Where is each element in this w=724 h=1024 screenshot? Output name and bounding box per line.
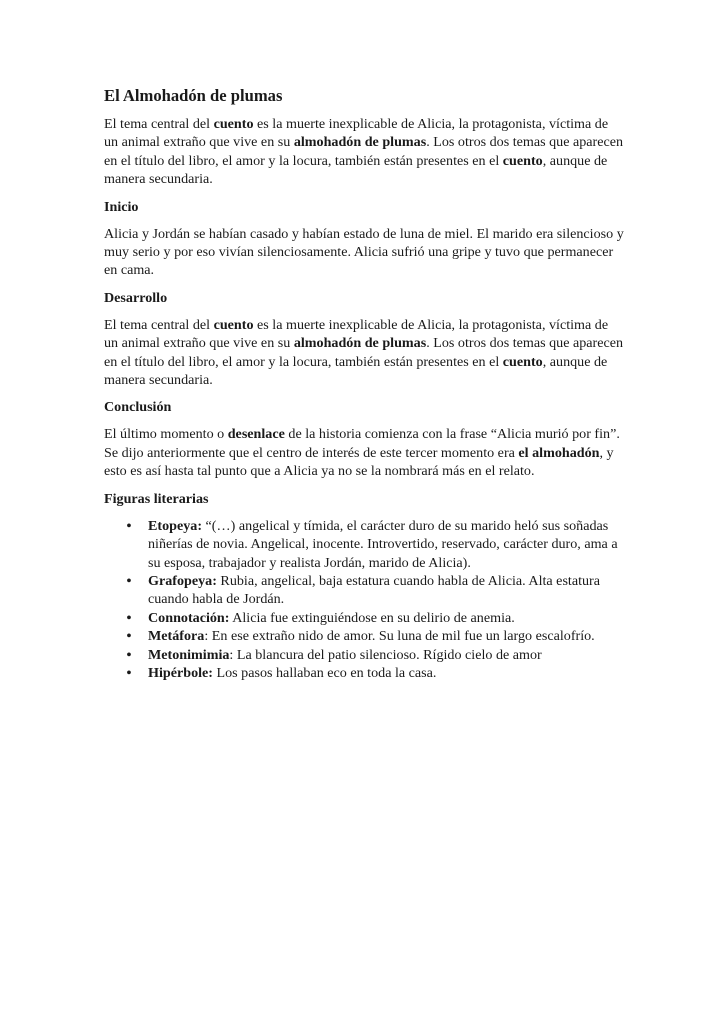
bullet-icon: •: [126, 646, 132, 663]
list-item: [126, 609, 624, 627]
figura-term: Grafopeya:: [148, 572, 217, 589]
document-body: [104, 86, 624, 682]
list-item: [126, 572, 624, 609]
conclusion-text-2: de la historia comienza con la frase “Alicia murió por fin”. Se dijo anteriormente que el centro de interés de este tercer momento era: [104, 426, 620, 461]
bullet-icon: •: [126, 609, 132, 626]
bullet-icon: •: [126, 517, 132, 534]
figura-term: Connotación:: [148, 609, 230, 626]
desarrollo-paragraph: [104, 316, 624, 390]
conclusion-text-3: , y esto es así hasta tal punto que a Alicia ya no se la nombrará más en el relato.: [104, 444, 614, 480]
desarrollo-heading: Desarrollo: [104, 289, 168, 306]
intro-bold-1: cuento: [213, 116, 254, 132]
conclusion-paragraph: [104, 425, 624, 480]
conclusion-text-1: El último momento o: [104, 426, 228, 443]
intro-text-3: . Los otros dos temas que aparecen en el título del libro, el amor y la locura, también están presentes en el: [104, 134, 624, 169]
conclusion-heading: Conclusión: [104, 399, 172, 416]
figura-text: Los pasos hallaban eco en toda la casa.: [212, 664, 437, 681]
desarrollo-text-4: , aunque de manera secundaria.: [104, 353, 608, 389]
desarrollo-text-3: . Los otros dos temas que aparecen en el título del libro, el amor y la locura, también están presentes en el: [104, 335, 624, 370]
document-title: El Almohadón de plumas: [104, 86, 283, 105]
list-item: [126, 627, 624, 645]
figura-term: Etopeya:: [148, 517, 203, 534]
figura-term: Metonimimia: [148, 646, 230, 663]
intro-paragraph: [104, 115, 624, 189]
intro-text-1: El tema central del: [104, 116, 214, 132]
figura-text: Rubia, angelical, baja estatura cuando habla de Alicia. Alta estatura cuando habla de Jordán.: [148, 572, 601, 608]
intro-text-2: es la muerte inexplicable de Alicia, la protagonista, víctima de un animal extraño que vive en su: [104, 116, 609, 151]
list-item: [126, 646, 624, 664]
list-item: [126, 664, 624, 682]
figura-text: Alicia fue extinguiéndose en su delirio de anemia.: [229, 609, 515, 626]
figura-text: “(…) angelical y tímida, el carácter duro de su marido heló sus soñadas niñerías de novia. Angelical, inocente. Introvertido, reservado, carácter duro, ama a su esposa, trabajador y realista Jordán, marido de Alicia).: [148, 517, 618, 571]
desarrollo-text-1: El tema central del: [104, 316, 214, 333]
intro-bold-3: cuento: [502, 152, 543, 169]
inicio-heading: Inicio: [104, 198, 139, 215]
desarrollo-bold-3: cuento: [502, 353, 543, 370]
figura-term: Hipérbole:: [148, 664, 213, 681]
figura-text: : En ese extraño nido de amor. Su luna de mil fue un largo escalofrío.: [204, 628, 595, 645]
figuras-list: [104, 517, 624, 683]
inicio-paragraph: Alicia y Jordán se habían casado y habían estado de luna de miel. El marido era silencioso y muy serio y por eso vivían silenciosamente. Alicia sufrió una gripe y tuvo que permanecer en cama.: [104, 225, 624, 279]
figura-term: Metáfora: [148, 628, 205, 645]
desarrollo-bold-1: cuento: [213, 316, 254, 333]
conclusion-bold-2: el almohadón: [518, 444, 600, 461]
desarrollo-bold-2: almohadón de plumas: [293, 335, 427, 352]
intro-text-4: , aunque de manera secundaria.: [104, 152, 608, 188]
conclusion-bold-1: desenlace: [227, 426, 285, 443]
bullet-icon: •: [126, 664, 132, 681]
intro-bold-2: almohadón de plumas: [293, 134, 427, 151]
figuras-heading: Figuras literarias: [104, 490, 209, 507]
bullet-icon: •: [126, 628, 132, 645]
list-item: [126, 517, 624, 572]
bullet-icon: •: [126, 572, 132, 589]
figura-text: : La blancura del patio silencioso. Rígido cielo de amor: [229, 646, 542, 663]
desarrollo-text-2: es la muerte inexplicable de Alicia, la protagonista, víctima de un animal extraño que vive en su: [104, 316, 609, 352]
